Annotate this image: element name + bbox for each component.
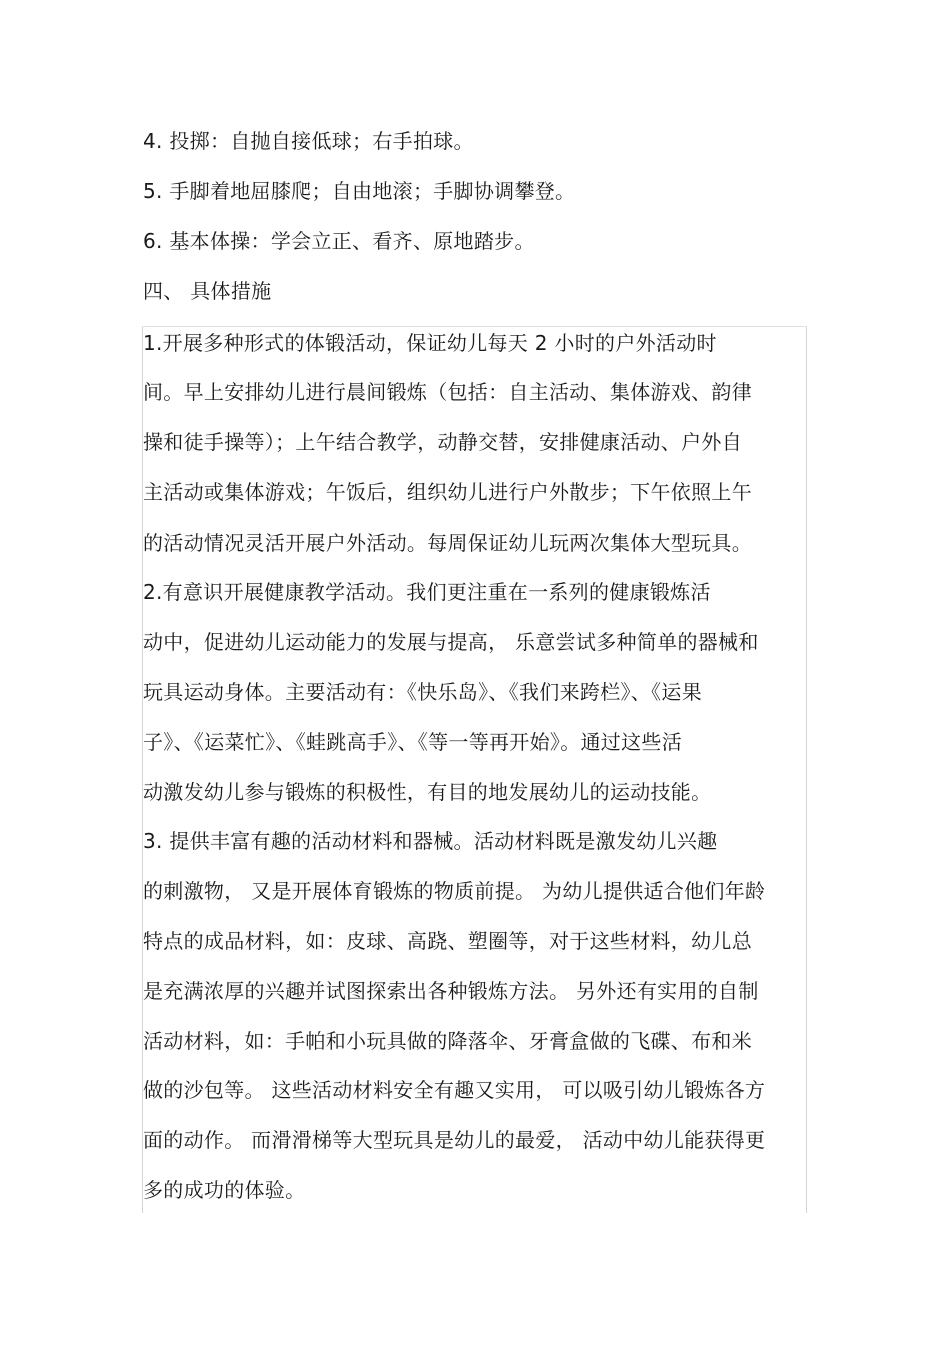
text-line: 特点的成品材料，如：皮球、高跷、塑圈等，对于这些材料，幼儿总 — [143, 929, 752, 953]
text-line: 5. 手脚着地屈膝爬；自由地滚；手脚协调攀登。 — [143, 179, 576, 203]
text-line: 4. 投掷：自抛自接低球；右手拍球。 — [143, 129, 474, 153]
section-heading: 四、 具体措施 — [143, 279, 272, 303]
text-line: 动激发幼儿参与锻炼的积极性，有目的地发展幼儿的运动技能。 — [143, 780, 712, 804]
text-line: 是充满浓厚的兴趣并试图探索出各种锻炼方法。 另外还有实用的自制 — [143, 979, 759, 1003]
text-line: 间。早上安排幼儿进行晨间锻炼（包括：自主活动、集体游戏、韵律 — [143, 380, 752, 404]
text-line: 6. 基本体操：学会立正、看齐、原地踏步。 — [143, 229, 535, 253]
text-line: 面的动作。 而滑滑梯等大型玩具是幼儿的最爱， 活动中幼儿能获得更 — [143, 1128, 766, 1152]
text-line: 的活动情况灵活开展户外活动。每周保证幼儿玩两次集体大型玩具。 — [143, 531, 752, 555]
text-line: 1.开展多种形式的体锻活动，保证幼儿每天 2 小时的户外活动时 — [143, 331, 717, 355]
text-line: 操和徒手操等）；上午结合教学，动静交替，安排健康活动、户外自 — [143, 430, 742, 454]
table-border-right — [806, 326, 807, 1213]
text-line: 主活动或集体游戏；午饭后，组织幼儿进行户外散步；下午依照上午 — [143, 480, 752, 504]
text-line: 子》、《运菜忙》、《蛙跳高手》、《等一等再开始》。通过这些活 — [143, 730, 682, 754]
text-line: 做的沙包等。 这些活动材料安全有趣又实用， 可以吸引幼儿锻炼各方 — [143, 1078, 766, 1102]
text-line: 活动材料，如：手帕和小玩具做的降落伞、牙膏盒做的飞碟、布和米 — [143, 1029, 752, 1053]
text-line: 动中，促进幼儿运动能力的发展与提高， 乐意尝试多种简单的器械和 — [143, 630, 759, 654]
text-line: 2.有意识开展健康教学活动。我们更注重在一系列的健康锻炼活 — [143, 580, 711, 604]
text-line: 的刺激物， 又是开展体育锻炼的物质前提。 为幼儿提供适合他们年龄 — [143, 879, 766, 903]
text-line: 多的成功的体验。 — [143, 1178, 306, 1202]
text-line: 3. 提供丰富有趣的活动材料和器械。活动材料既是激发幼儿兴趣 — [143, 829, 718, 853]
text-line: 玩具运动身体。主要活动有：《快乐岛》、《我们来跨栏》、《运果 — [143, 680, 702, 704]
table-border-top — [142, 326, 807, 327]
